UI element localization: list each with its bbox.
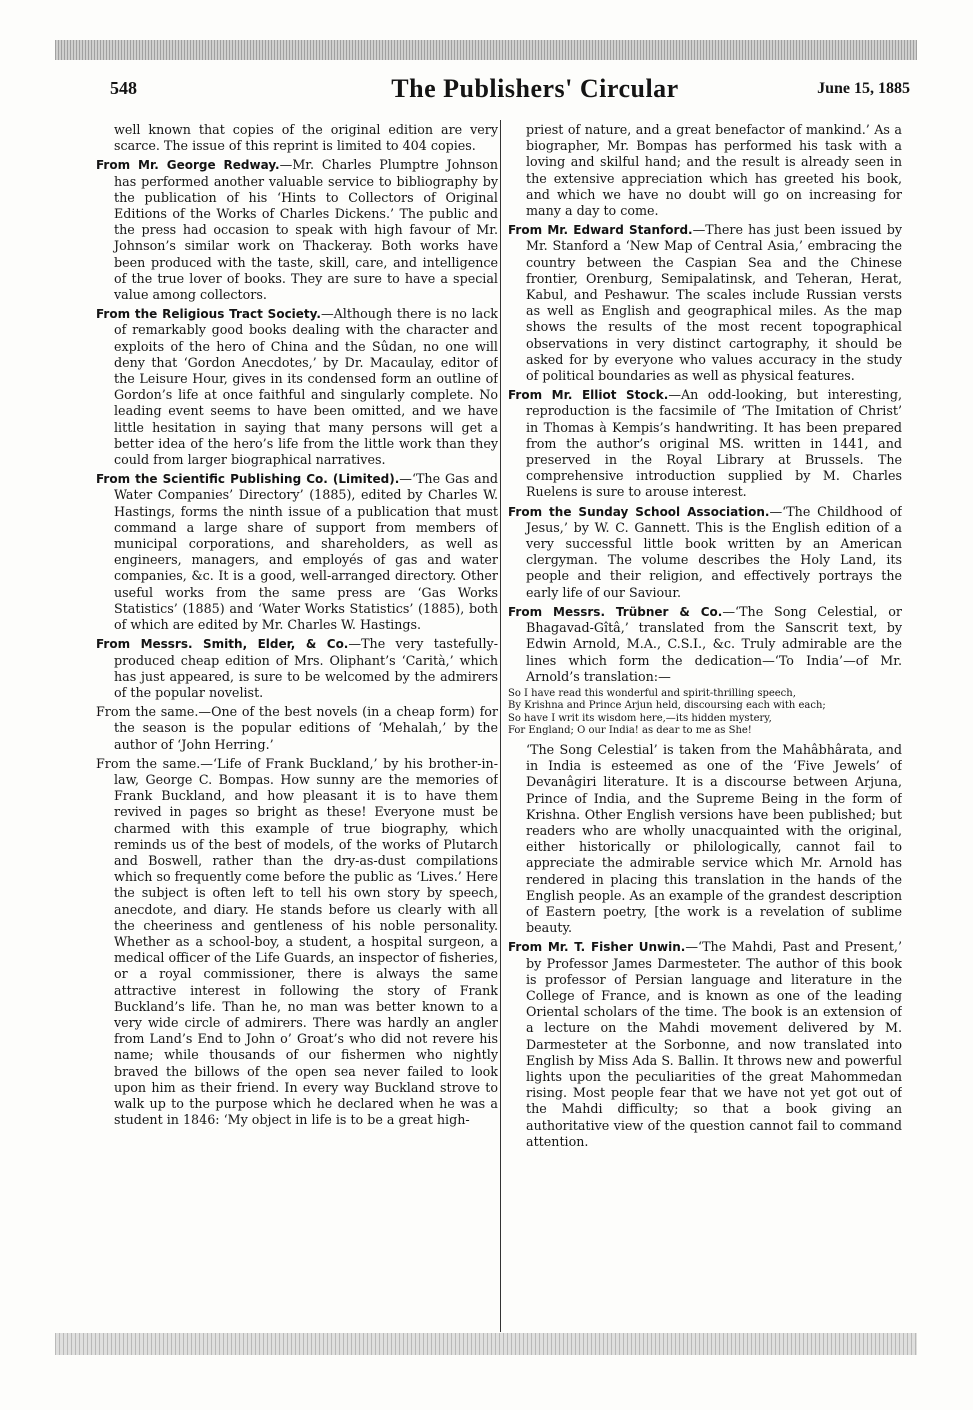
entry-text: —An odd-looking, but interesting, reproduction is the facsimile of ‘The Imitation of Christ’ in Thomas à Kempis’s handwriting. It has been prepared from the author’s original MS. written in 1441, and preserved in the Royal Library at Brussels. The comprehensive introduction supplied by M. Charles Ruelens is sure to arouse interest. <box>526 387 902 500</box>
top-edge-rule <box>55 40 917 60</box>
review-entry <box>508 604 902 685</box>
entry-text: From the same.—‘Life of Frank Buckland,’ by his brother-in-law, George C. Bompas. How sunny are the memories of Frank Buckland, and how pleasant it is to have them revived in pages so bright as these! Everyone must be charmed with this example of true biography, which reminds us of the best of models, of the works of Plutarch and Boswell, rather than the dry-as-dust compilations which so frequently come before the public as ‘Lives.’ Here the subject is often left to tell his own story by speech, anecdote, and diary. He stands before us clearly with all the cheeriness and gentleness of his noble personality. Whether as a school-boy, a student, a hospital surgeon, a medical officer of the Life Guards, an inspector of fisheries, or a royal commissioner, there is always the same attractive interest in following the story of Frank Buckland’s life. Than he, no man was better known to a very wide circle of admirers. There was hardly an angler from Land’s End to John o’ Groat’s who did not revere his name; while thousands of our fishermen who nightly braved the billows of the open sea never failed to look upon him as their friend. In every way Buckland strove to walk up to the purpose which he declared when he was a student in 1846: ‘My object in life is to be a great high- <box>96 755 498 1128</box>
running-header <box>110 74 910 106</box>
page-number: 548 <box>110 78 137 98</box>
entry-text: —Although there is no lack of remarkably good books dealing with the character and exploits of the hero of China and the Sûdan, no one will deny that ‘Gordon Anecdotes,’ by Dr. Macaulay, editor of the Leisure Hour, gives in its condensed form an outline of Gordon’s life at once faithful and singularly complete. No leading event seems to have been omitted, and we have little hesitation in saying that many persons will get a better idea of the hero’s life from the little work than they could from larger biographical narratives. <box>114 306 498 468</box>
entry-publisher: From the Sunday School Association. <box>508 504 770 519</box>
review-entry <box>508 122 902 219</box>
entry-publisher: From Mr. Edward Stanford. <box>508 223 693 238</box>
review-entry <box>96 704 498 753</box>
entry-publisher: From the Religious Tract Society. <box>96 307 321 322</box>
entry-publisher: From Mr. George Redway. <box>96 158 280 173</box>
review-entry <box>96 306 498 468</box>
entry-publisher: From Mr. T. Fisher Unwin. <box>508 940 686 955</box>
entry-text: —The very tastefully-produced cheap edition of Mrs. Oliphant’s ‘Carità,’ which has just appeared, is sure to be welcomed by the admirers of the popular novelist. <box>114 636 498 700</box>
entry-text: ‘The Song Celestial’ is taken from the Mahâbhârata, and in India is esteemed as one of the ‘Five Jewels’ of Devanâgiri literature. It is a discourse between Arjuna, Prince of India, and the Supreme Being in the form of Krishna. Other English versions have been published; but readers who are wholly unacquainted with the original, either historically or philologically, cannot fail to appreciate the admirable service which Mr. Arnold has rendered in placing this translation in the hands of the English people. As an example of the grandest description of Eastern poetry, [the work is a revelation of sublime beauty. <box>526 741 902 936</box>
review-entry <box>508 504 902 601</box>
entry-text: From the same.—One of the best novels (in a cheap form) for the season is the popular editions of ‘Mehalah,’ by the author of ‘John Herring.’ <box>96 704 498 752</box>
poem-line: By Krishna and Prince Arjun held, discoursing each with each; <box>508 700 826 712</box>
entry-text: —‘The Childhood of Jesus,’ by W. C. Gannett. This is the English edition of a very successful little book written by an American clergyman. The volume describes the Holy Land, its people and their religion, and effectively portrays the early life of our Saviour. <box>526 503 902 600</box>
review-entry: well known that copies of the original edition are very scarce. The issue of this reprint is limited to 404 copies. <box>114 122 498 154</box>
publication-title: The Publishers' Circular <box>391 74 679 103</box>
poem-line: So have I writ its wisdom here,—its hidden mystery, <box>508 712 772 724</box>
dedication-poem <box>508 688 902 738</box>
poem-line: So I have read this wonderful and spirit-thrilling speech, <box>508 687 796 699</box>
review-entry <box>96 157 498 303</box>
bottom-edge-rule <box>55 1333 917 1355</box>
review-entry <box>508 939 902 1150</box>
right-column <box>508 122 902 1334</box>
entry-text: priest of nature, and a great benefactor of mankind.’ As a biographer, Mr. Bompas has performed his task with a loving and skilful hand; and the result is already seen in the extensive appreciation which has greeted his book, and which we have no doubt will go on increasing for many a day to come. <box>526 122 902 219</box>
entry-text: —‘The Mahdi, Past and Present,’ by Professor James Darmesteter. The author of this book is professor of Persian language and literature in the College of France, and is known as one of the leading Oriental scholars of the time. The book is an extension of a lecture on the Mahdi movement delivered by M. Darmesteter at the Sorbonne, and now translated into English by Miss Ada S. Ballin. It throws new and powerful lights upon the peculiarities of the great Mahommedan rising. Most people fear that we have not yet got out of the Mahdi difficulty; so that a book giving an authoritative view of the question cannot fail to command attention. <box>526 939 902 1149</box>
entry-text: —Mr. Charles Plumptre Johnson has performed another valuable service to bibliography by the publication of his ‘Hints to Collectors of Original Editions of the Works of Charles Dickens.’ The public and the press had occasion to speak with high favour of Mr. Johnson’s similar work on Thackeray. Both works have been produced with the taste, skill, care, and intelligence of the true lover of books. They are sure to have a special value among collectors. <box>114 157 498 303</box>
entry-text: —‘The Gas and Water Companies’ Directory’ (1885), edited by Charles W. Hastings, forms the ninth issue of a publication that must command a large share of support from members of municipal corporations, and shareholders, as well as engineers, managers, and employés of gas and water companies, &c. It is a good, well-arranged directory. Other useful works from the same press are ‘Gas Works Statistics’ (1885) and ‘Water Works Statistics’ (1885), both of which are edited by Mr. Charles W. Hastings. <box>114 471 498 633</box>
column-divider <box>500 120 501 1332</box>
review-entry <box>96 471 498 633</box>
poem-line: For England; O our India! as dear to me as She! <box>508 725 752 737</box>
entry-publisher: From Mr. Elliot Stock. <box>508 388 669 403</box>
review-entry <box>96 636 498 701</box>
entry-publisher: From Messrs. Trübner & Co. <box>508 604 723 619</box>
review-entry <box>96 756 498 1129</box>
entry-text: —‘The Song Celestial, or Bhagavad-Gîtâ,’ translated from the Sanscrit text, by Edwin Arnold, M.A., C.S.I., &c. Truly admirable are the lines which form the dedication—‘To India’—of Mr. Arnold’s translation:— <box>526 603 902 684</box>
left-column <box>96 122 498 1334</box>
review-entry <box>508 387 902 500</box>
entry-publisher: From Messrs. Smith, Elder, & Co. <box>96 637 349 652</box>
entry-text: —There has just been issued by Mr. Stanford a ‘New Map of Central Asia,’ embracing the country between the Caspian Sea and the Chinese frontier, Orenburg, Semipalatinsk, and Teheran, Herat, Kabul, and Peshawur. The scales include Russian versts as well as English and geographical miles. As the map shows the results of the most recent topographical observations in very distinct cartography, it should be asked for by everyone who values accuracy in the study of political boundaries as well as physical features. <box>526 222 902 384</box>
entry-publisher: From the Scientific Publishing Co. (Limited). <box>96 472 400 487</box>
review-entry <box>508 222 902 384</box>
issue-date: June 15, 1885 <box>817 80 910 97</box>
review-entry <box>508 742 902 936</box>
